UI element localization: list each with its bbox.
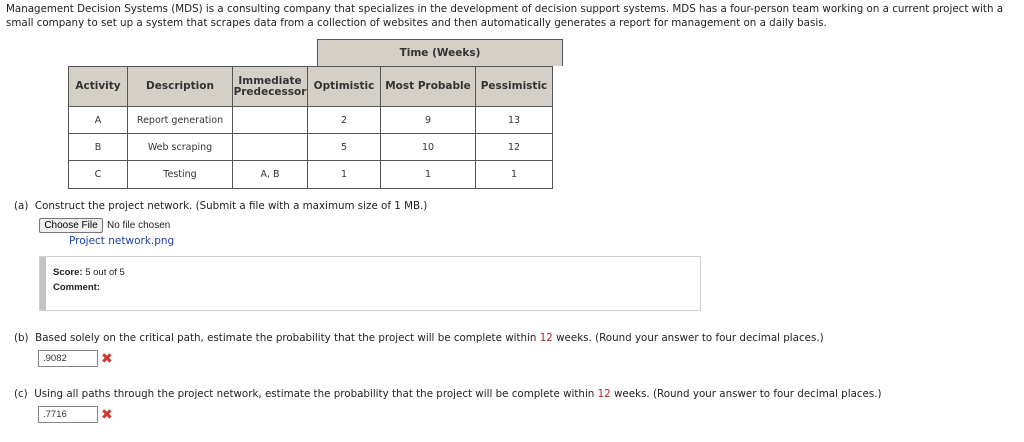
cell-most-probable: 10 <box>381 134 476 161</box>
part-c-question <box>14 388 882 400</box>
cell-activity: B <box>69 134 128 161</box>
part-a-question <box>14 200 427 212</box>
comment-label: Comment: <box>53 282 100 293</box>
time-weeks-header: Time (Weeks) <box>317 39 563 66</box>
cell-optimistic: 5 <box>308 134 381 161</box>
uploaded-file-link[interactable]: Project network.png <box>69 235 175 247</box>
cell-activity: A <box>69 107 128 134</box>
cell-predecessor <box>233 107 308 134</box>
header-predecessor <box>233 67 308 107</box>
part-c-text-before: Using all paths through the project network, estimate the probability that the project will be complete within <box>34 388 595 400</box>
table-row <box>69 161 553 189</box>
header-predecessor-line1: Immediate <box>238 74 302 87</box>
cell-most-probable: 1 <box>381 161 476 189</box>
score-line <box>53 267 125 278</box>
cell-pessimistic: 13 <box>476 107 553 134</box>
part-c-label: (c) <box>14 388 28 400</box>
part-b-text-before: Based solely on the critical path, estimate the probability that the project will be complete within <box>35 332 537 344</box>
part-b-question <box>14 332 824 344</box>
cell-description: Report generation <box>128 107 233 134</box>
cell-description: Testing <box>128 161 233 189</box>
table-row <box>69 134 553 161</box>
header-pessimistic: Pessimistic <box>476 67 553 107</box>
part-a-label: (a) <box>14 200 29 212</box>
cell-activity: C <box>69 161 128 189</box>
part-c-text-after: weeks. (Round your answer to four decimal places.) <box>614 388 882 400</box>
cell-optimistic: 2 <box>308 107 381 134</box>
part-b-text-after: weeks. (Round your answer to four decimal places.) <box>556 332 824 344</box>
cell-most-probable: 9 <box>381 107 476 134</box>
cell-pessimistic: 12 <box>476 134 553 161</box>
part-b-answer-field[interactable]: .9082 <box>38 350 98 367</box>
header-predecessor-line2: Predecessor <box>233 85 307 98</box>
part-c-weeks: 12 <box>597 388 611 400</box>
header-most-probable: Most Probable <box>381 67 476 107</box>
cell-predecessor: A, B <box>233 161 308 189</box>
part-b-label: (b) <box>14 332 29 344</box>
cell-pessimistic: 1 <box>476 161 553 189</box>
x-icon: ✖ <box>101 351 113 367</box>
score-comment-box <box>39 256 701 311</box>
part-b-weeks: 12 <box>539 332 553 344</box>
no-file-chosen-text: No file chosen <box>107 220 171 231</box>
header-activity: Activity <box>69 67 128 107</box>
header-optimistic: Optimistic <box>308 67 381 107</box>
score-box-accent-bar <box>40 257 46 310</box>
table-row <box>69 107 553 134</box>
cell-description: Web scraping <box>128 134 233 161</box>
cell-predecessor <box>233 134 308 161</box>
table-header-row <box>69 67 553 107</box>
header-description: Description <box>128 67 233 107</box>
part-a-text: Construct the project network. (Submit a file with a maximum size of 1 MB.) <box>34 200 428 212</box>
problem-intro: Management Decision Systems (MDS) is a consulting company that specializes in the development of decision support systems. MDS has a four-person team working on a current project with a small company to set up a system that scrapes data from a collection of websites and then automatically generates a report for management on a daily basis. <box>6 3 1004 29</box>
x-icon: ✖ <box>101 407 113 423</box>
activity-table <box>68 66 553 189</box>
score-label: Score: <box>53 267 83 278</box>
score-value: 5 out of 5 <box>85 267 125 278</box>
part-c-answer-field[interactable]: .7716 <box>38 406 98 423</box>
cell-optimistic: 1 <box>308 161 381 189</box>
choose-file-button[interactable]: Choose File <box>39 218 103 233</box>
